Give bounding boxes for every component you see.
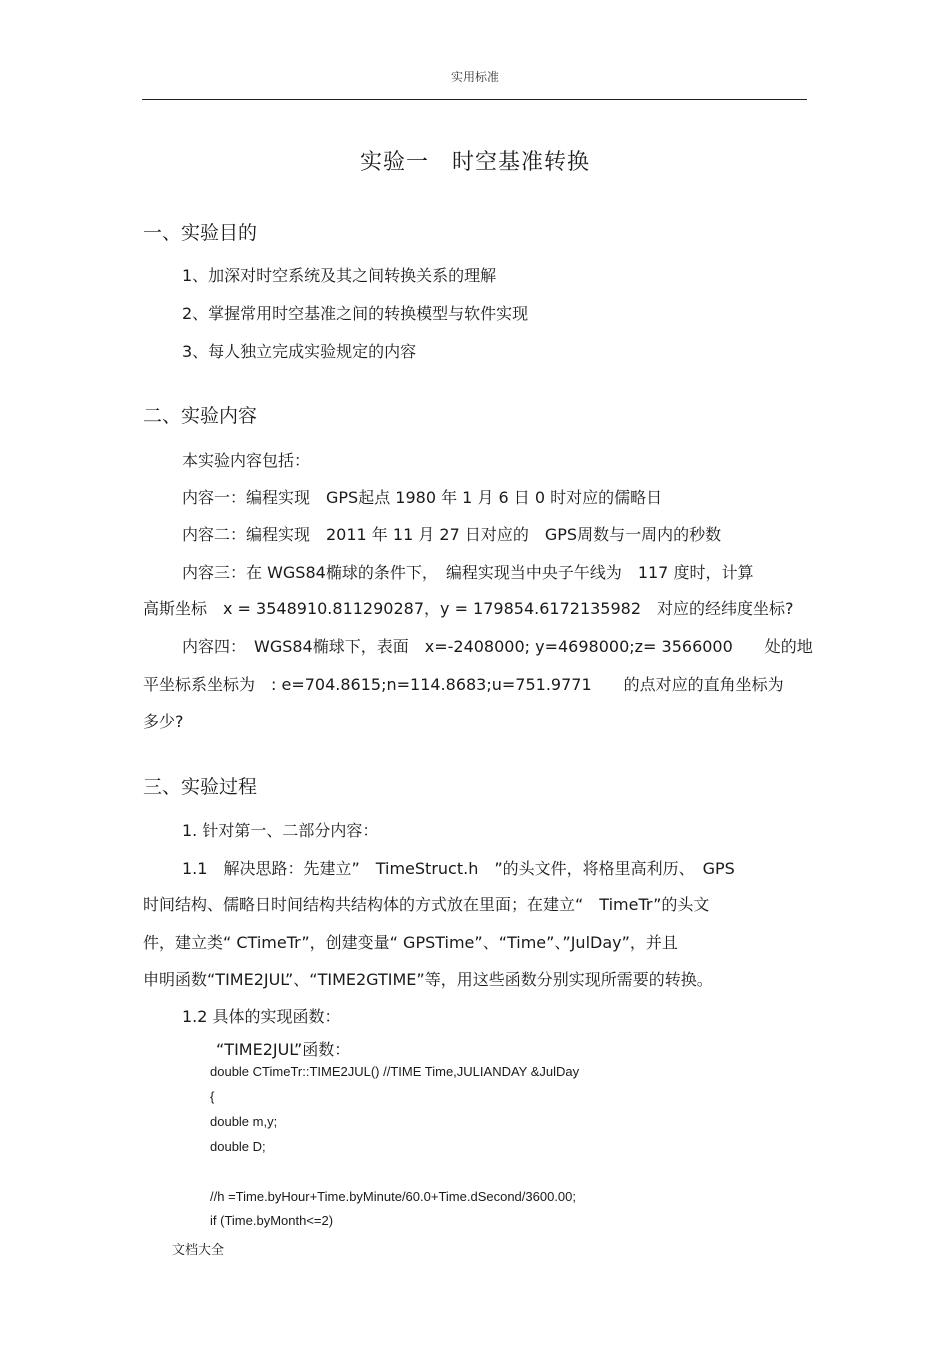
page-header: 实用标准	[450, 70, 499, 84]
page-footer: 文档大全	[172, 1243, 225, 1258]
process-para-2-line-3: 件，建立类“ CTimeTr”，创建变量“ GPSTime”、“Time”、”JulDay”，并且	[143, 933, 678, 952]
process-para-1: 1. 针对第一、二部分内容：	[182, 821, 379, 840]
content-intro: 本实验内容包括：	[182, 451, 311, 470]
code-line: double m,y;	[210, 1114, 278, 1129]
code-line: double CTimeTr::TIME2JUL() //TIME Time,JULIANDAY &JulDay	[210, 1064, 580, 1079]
process-para-2-line-1: 1.1 解决思路：先建立” TimeStruct.h ”的头文件，将格里高利历、 GPS	[182, 859, 735, 878]
code-line: {	[210, 1089, 215, 1104]
section-heading-content: 二、实验内容	[143, 405, 258, 427]
content-item-2: 内容二：编程实现 2011 年 11 月 27 日对应的 GPS周数与一周内的秒数	[182, 525, 722, 544]
content-item-4-line-1: 内容四： WGS84椭球下，表面 x=-2408000; y=4698000;z= 3566000 处的地	[182, 637, 813, 656]
document-title: 实验一 时空基准转换	[359, 150, 590, 175]
header-rule	[142, 99, 807, 100]
section-heading-purpose: 一、实验目的	[143, 222, 258, 244]
purpose-item-3: 3、每人独立完成实验规定的内容	[182, 342, 417, 361]
purpose-item-1: 1、加深对时空系统及其之间转换关系的理解	[182, 266, 497, 285]
code-line: //h =Time.byHour+Time.byMinute/60.0+Time.dSecond/3600.00;	[210, 1189, 576, 1204]
function-heading: “TIME2JUL”函数：	[216, 1040, 351, 1059]
code-line: double D;	[210, 1139, 266, 1154]
process-para-2-line-2: 时间结构、儒略日时间结构共结构体的方式放在里面；在建立“ TimeTr”的头文	[143, 895, 710, 914]
process-para-2-line-4: 申明函数“TIME2JUL”、“TIME2GTIME”等，用这些函数分别实现所需要的转换。	[143, 970, 713, 989]
content-item-3-line-1: 内容三：在 WGS84椭球的条件下， 编程实现当中央子午线为 117 度时，计算	[182, 563, 754, 582]
content-item-3-line-2: 高斯坐标 x = 3548910.811290287，y = 179854.6172135982 对应的经纬度坐标?	[143, 599, 794, 618]
code-line: if (Time.byMonth<=2)	[210, 1213, 334, 1228]
process-para-3: 1.2 具体的实现函数：	[182, 1007, 341, 1026]
purpose-item-2: 2、掌握常用时空基准之间的转换模型与软件实现	[182, 304, 529, 323]
section-heading-process: 三、实验过程	[143, 776, 258, 798]
content-item-1: 内容一：编程实现 GPS起点 1980 年 1 月 6 日 0 时对应的儒略日	[182, 488, 663, 507]
content-item-4-line-3: 多少?	[143, 712, 184, 731]
content-item-4-line-2: 平坐标系坐标为 : e=704.8615;n=114.8683;u=751.9771 的点对应的直角坐标为	[143, 675, 784, 694]
